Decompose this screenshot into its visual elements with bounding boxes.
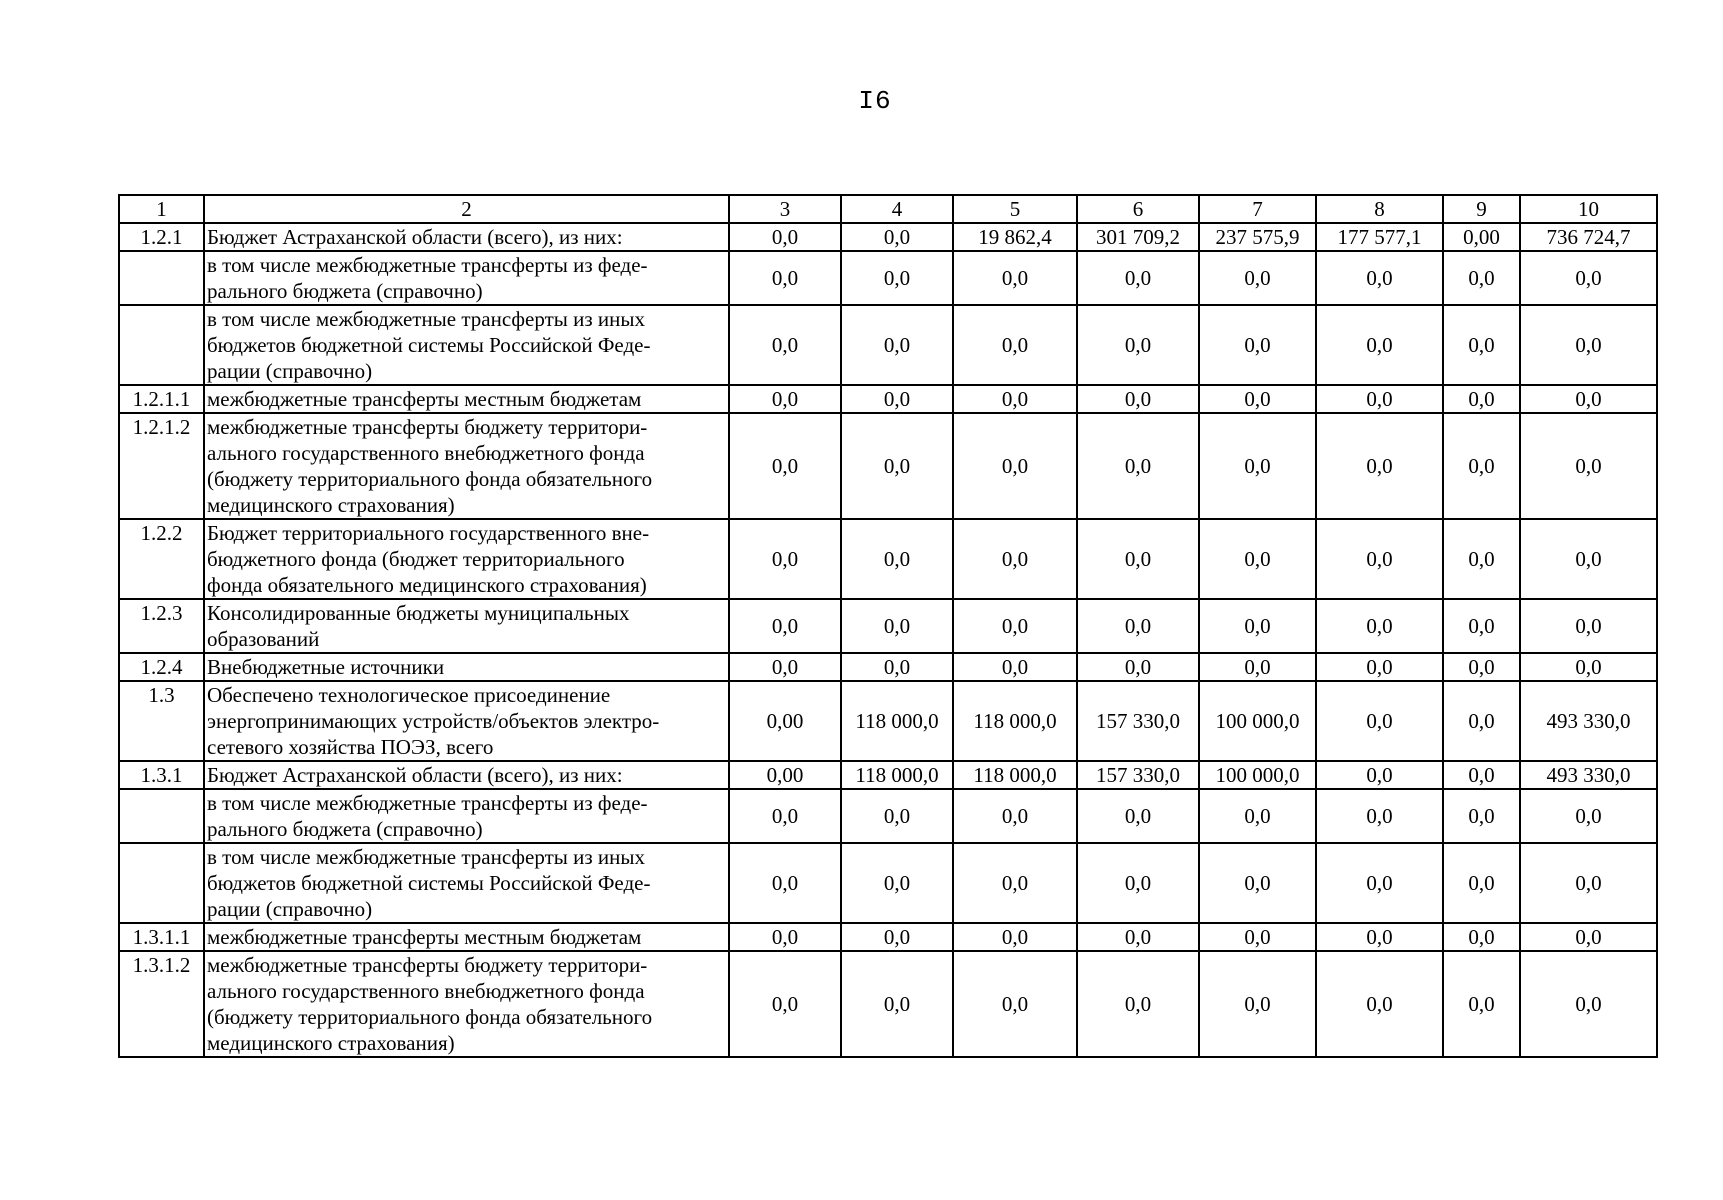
row-name-cell: Обеспечено технологическое присоединение энергопринимающих устройств/объектов электро- сетевого хозяйства ПОЭЗ, всего: [204, 681, 729, 761]
value-cell: 0,0: [729, 599, 841, 653]
value-cell: 0,0: [1199, 951, 1316, 1057]
value-cell: 100 000,0: [1199, 681, 1316, 761]
value-cell: 0,0: [1316, 951, 1443, 1057]
value-cell: 0,0: [841, 385, 953, 413]
value-cell: 0,0: [1443, 681, 1520, 761]
row-name-cell: межбюджетные трансферты бюджету территори- ального государственного внебюджетного фонда (бюджету территориального фонда обязательного медицинского страхования): [204, 413, 729, 519]
page-number: I6: [858, 86, 892, 116]
row-number-cell: [119, 789, 204, 843]
value-cell: 0,0: [729, 385, 841, 413]
value-cell: 0,0: [1077, 413, 1199, 519]
value-cell: 0,0: [729, 519, 841, 599]
table-row: [119, 519, 1657, 599]
value-cell: 0,0: [953, 519, 1077, 599]
value-cell: 118 000,0: [953, 681, 1077, 761]
value-cell: 118 000,0: [841, 681, 953, 761]
row-number-cell: [119, 305, 204, 385]
row-name-cell: межбюджетные трансферты местным бюджетам: [204, 385, 729, 413]
value-cell: 118 000,0: [953, 761, 1077, 789]
value-cell: 0,0: [1316, 305, 1443, 385]
value-cell: 0,0: [1199, 305, 1316, 385]
value-cell: 0,0: [729, 843, 841, 923]
header-cell: 3: [729, 195, 841, 223]
value-cell: 0,0: [1520, 923, 1657, 951]
value-cell: 0,0: [1520, 385, 1657, 413]
table-row: [119, 385, 1657, 413]
row-name-cell: в том числе межбюджетные трансферты из иных бюджетов бюджетной системы Российской Феде- рации (справочно): [204, 305, 729, 385]
value-cell: 493 330,0: [1520, 681, 1657, 761]
header-cell: 9: [1443, 195, 1520, 223]
value-cell: 0,0: [1443, 843, 1520, 923]
value-cell: 0,0: [1443, 519, 1520, 599]
value-cell: 237 575,9: [1199, 223, 1316, 251]
value-cell: 0,0: [1199, 843, 1316, 923]
row-number-cell: [119, 251, 204, 305]
row-number-cell: 1.2.2: [119, 519, 204, 599]
value-cell: 0,0: [1316, 599, 1443, 653]
value-cell: 0,0: [1443, 923, 1520, 951]
value-cell: 0,0: [841, 951, 953, 1057]
value-cell: 0,0: [841, 653, 953, 681]
value-cell: 0,0: [1199, 653, 1316, 681]
value-cell: 0,0: [1520, 251, 1657, 305]
value-cell: 0,00: [729, 761, 841, 789]
table-body: [119, 195, 1657, 1057]
value-cell: 19 862,4: [953, 223, 1077, 251]
row-name-cell: межбюджетные трансферты бюджету территори- ального государственного внебюджетного фонда (бюджету территориального фонда обязательного медицинского страхования): [204, 951, 729, 1057]
value-cell: 0,0: [1520, 951, 1657, 1057]
value-cell: 0,0: [1520, 519, 1657, 599]
value-cell: 0,0: [1443, 385, 1520, 413]
value-cell: 0,0: [1316, 519, 1443, 599]
value-cell: 0,0: [1077, 519, 1199, 599]
table-row: [119, 599, 1657, 653]
value-cell: 0,0: [1443, 305, 1520, 385]
value-cell: 0,0: [841, 305, 953, 385]
value-cell: 0,0: [729, 923, 841, 951]
row-name-cell: в том числе межбюджетные трансферты из иных бюджетов бюджетной системы Российской Феде- рации (справочно): [204, 843, 729, 923]
header-cell: 4: [841, 195, 953, 223]
value-cell: 0,0: [1316, 251, 1443, 305]
table-header-row: [119, 195, 1657, 223]
value-cell: 0,0: [1316, 681, 1443, 761]
row-number-cell: 1.3.1: [119, 761, 204, 789]
value-cell: 0,0: [1443, 251, 1520, 305]
budget-table: [118, 194, 1658, 1058]
row-name-cell: в том числе межбюджетные трансферты из феде- рального бюджета (справочно): [204, 789, 729, 843]
value-cell: 0,00: [729, 681, 841, 761]
value-cell: 100 000,0: [1199, 761, 1316, 789]
value-cell: 0,00: [1443, 223, 1520, 251]
table-row: [119, 251, 1657, 305]
value-cell: 0,0: [1316, 843, 1443, 923]
table-row: [119, 789, 1657, 843]
value-cell: 0,0: [1316, 653, 1443, 681]
value-cell: 0,0: [1316, 385, 1443, 413]
value-cell: 0,0: [953, 413, 1077, 519]
table-row: [119, 923, 1657, 951]
value-cell: 0,0: [1520, 305, 1657, 385]
table-row: [119, 305, 1657, 385]
value-cell: 0,0: [953, 843, 1077, 923]
value-cell: 0,0: [1077, 653, 1199, 681]
value-cell: 0,0: [1520, 413, 1657, 519]
value-cell: 0,0: [729, 951, 841, 1057]
value-cell: 0,0: [1443, 653, 1520, 681]
value-cell: 0,0: [1077, 385, 1199, 413]
value-cell: 0,0: [1077, 251, 1199, 305]
value-cell: 0,0: [729, 653, 841, 681]
row-number-cell: [119, 843, 204, 923]
value-cell: 0,0: [1199, 385, 1316, 413]
value-cell: 0,0: [1316, 761, 1443, 789]
header-cell: 7: [1199, 195, 1316, 223]
value-cell: 0,0: [1316, 923, 1443, 951]
value-cell: 0,0: [953, 653, 1077, 681]
value-cell: 0,0: [729, 251, 841, 305]
value-cell: 0,0: [729, 305, 841, 385]
value-cell: 0,0: [841, 413, 953, 519]
row-number-cell: 1.2.1.2: [119, 413, 204, 519]
row-number-cell: 1.3.1.2: [119, 951, 204, 1057]
value-cell: 0,0: [841, 251, 953, 305]
value-cell: 0,0: [841, 789, 953, 843]
table-row: [119, 413, 1657, 519]
table-row: [119, 653, 1657, 681]
header-cell: 1: [119, 195, 204, 223]
header-cell: 5: [953, 195, 1077, 223]
table-row: [119, 761, 1657, 789]
value-cell: 0,0: [953, 305, 1077, 385]
value-cell: 0,0: [1520, 789, 1657, 843]
value-cell: 157 330,0: [1077, 681, 1199, 761]
value-cell: 0,0: [841, 519, 953, 599]
value-cell: 0,0: [953, 385, 1077, 413]
value-cell: 0,0: [729, 413, 841, 519]
value-cell: 0,0: [953, 599, 1077, 653]
value-cell: 0,0: [1199, 923, 1316, 951]
row-name-cell: Бюджет территориального государственного вне- бюджетного фонда (бюджет территориального фонда обязательного медицинского страхования): [204, 519, 729, 599]
value-cell: 0,0: [841, 223, 953, 251]
row-name-cell: Бюджет Астраханской области (всего), из них:: [204, 761, 729, 789]
header-cell: 8: [1316, 195, 1443, 223]
row-number-cell: 1.3.1.1: [119, 923, 204, 951]
value-cell: 0,0: [1520, 653, 1657, 681]
value-cell: 0,0: [1199, 789, 1316, 843]
value-cell: 0,0: [841, 923, 953, 951]
value-cell: 0,0: [953, 789, 1077, 843]
value-cell: 0,0: [1520, 843, 1657, 923]
value-cell: 301 709,2: [1077, 223, 1199, 251]
value-cell: 0,0: [729, 223, 841, 251]
value-cell: 0,0: [1520, 599, 1657, 653]
value-cell: 0,0: [729, 789, 841, 843]
value-cell: 0,0: [1199, 251, 1316, 305]
value-cell: 118 000,0: [841, 761, 953, 789]
value-cell: 0,0: [1077, 951, 1199, 1057]
value-cell: 0,0: [953, 251, 1077, 305]
value-cell: 0,0: [1199, 599, 1316, 653]
table-row: [119, 951, 1657, 1057]
value-cell: 0,0: [1443, 413, 1520, 519]
value-cell: 0,0: [1077, 599, 1199, 653]
value-cell: 177 577,1: [1316, 223, 1443, 251]
value-cell: 0,0: [1316, 789, 1443, 843]
header-cell: 10: [1520, 195, 1657, 223]
value-cell: 0,0: [1443, 761, 1520, 789]
value-cell: 736 724,7: [1520, 223, 1657, 251]
value-cell: 0,0: [953, 923, 1077, 951]
row-name-cell: Внебюджетные источники: [204, 653, 729, 681]
value-cell: 0,0: [841, 599, 953, 653]
value-cell: 0,0: [1077, 923, 1199, 951]
header-cell: 2: [204, 195, 729, 223]
row-number-cell: 1.3: [119, 681, 204, 761]
header-cell: 6: [1077, 195, 1199, 223]
value-cell: 493 330,0: [1520, 761, 1657, 789]
value-cell: 0,0: [1316, 413, 1443, 519]
value-cell: 0,0: [1077, 305, 1199, 385]
row-name-cell: Бюджет Астраханской области (всего), из них:: [204, 223, 729, 251]
value-cell: 0,0: [1443, 599, 1520, 653]
row-number-cell: 1.2.1.1: [119, 385, 204, 413]
value-cell: 0,0: [1443, 789, 1520, 843]
row-number-cell: 1.2.3: [119, 599, 204, 653]
table-row: [119, 843, 1657, 923]
row-number-cell: 1.2.4: [119, 653, 204, 681]
row-name-cell: межбюджетные трансферты местным бюджетам: [204, 923, 729, 951]
row-number-cell: 1.2.1: [119, 223, 204, 251]
value-cell: 0,0: [1199, 413, 1316, 519]
value-cell: 0,0: [1199, 519, 1316, 599]
value-cell: 0,0: [841, 843, 953, 923]
table-row: [119, 681, 1657, 761]
value-cell: 0,0: [1077, 843, 1199, 923]
row-name-cell: в том числе межбюджетные трансферты из феде- рального бюджета (справочно): [204, 251, 729, 305]
value-cell: 157 330,0: [1077, 761, 1199, 789]
table-row: [119, 223, 1657, 251]
value-cell: 0,0: [1077, 789, 1199, 843]
value-cell: 0,0: [953, 951, 1077, 1057]
value-cell: 0,0: [1443, 951, 1520, 1057]
row-name-cell: Консолидированные бюджеты муниципальных образований: [204, 599, 729, 653]
